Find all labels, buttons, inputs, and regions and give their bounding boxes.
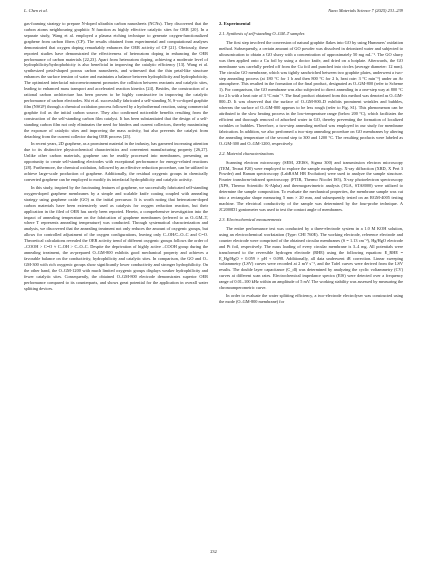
intro-paragraph-2: In recent years, 2D graphene, as a prominent material in the industry, has garnered increasing attention due to its distinctive physicochemical characteristics and convenient manufacturing property [26,27]. Unlike other carbon materials, graphene can be readily processed into membranes, presenting an opportunity to create self-standing electrodes with exceptional performance for energy-related reactions [28]. Furthermore, the chemical oxidation, followed by an effective reduction procedure, can be utilized to achieve large-scale production of graphene. Additionally, the residual oxygenic groups in chemically converted graphene can be employed to modify its interfacial hydrophilicity and catalytic activity. xyxy=(24,141,208,182)
page-number: 232 xyxy=(210,549,217,554)
left-column xyxy=(24,21,208,293)
characterizations-paragraph: Scanning electron microscopy (SEM, ZEISS, Sigma 300) and transmission electron microscopy (TEM, Tecnai F20) were employed to explore the sample morphology. X-ray diffraction (XRD, X Pert 3 Powder) and Raman spectroscopy (LabRAM HR Evolution) were used to analyze the sample structure. Fourier transform-infrared spectroscopy (FTIR, Thermo Nicolet IS5), X-ray photoelectron spectroscopy (XPS, Thermo Scientific K-Alpha) and thermogravimetric analysis (TGA, STA8000) were utilized to determine the sample composition. To evaluate the mechanical properties, the membrane sample was cut into a rectangular shape measuring 5 mm × 20 mm, and subsequently tested on an RGM-4005 testing machine. The electrical conductivity of the sample was determined by the four-probe technique. A JC2000D1 goniometer was used to test the contact angle of membranes. xyxy=(219,159,403,212)
subsection-title-characterizations: 2.2. Material characterizations xyxy=(219,150,274,156)
running-header xyxy=(24,8,403,16)
electrochemical-paragraph-1: The entire performance test was conducted by a three-electrode system in a 1.0 M KOH solution, using an electrochemical workstation (Type: CHI 760E). The working electrode, reference electrode and counter electrode were comprised of the obtained circular membranes (S = 1.13 cm⁻²), Hg/HgO electrode and Pt foil, respectively. The mass loading of every circular membrane is 3–4 mg. All potentials were transformed to the reversible hydrogen electrode (RHE) using the following equation: E_RHE = E_Hg/HgO + 0.059 × pH + 0.098. Additionally, all data underwent iR correction. Linear sweeping voltammetry (LSV) curves were recorded at 2 mV s⁻¹, and the Tafel curves were derived from the LSV results. The double layer capacitance (C_dl) was determined by analyzing the cyclic voltammetry (CV) curves at different scan rates. Electrochemical impedance spectra (EIS) were detected over a frequency range of 0.01–100 kHz within an amplitude of 5 mV. The working stability was assessed by measuring the chronoamperometric curve. xyxy=(219,225,403,291)
subsection-title-electrochemical: 2.3. Electrochemical measurements xyxy=(219,216,282,222)
subsection-title-synthesis: 2.1. Synthesis of self-standing O–GM–T samples xyxy=(219,31,305,36)
header-journal: Nano Materials Science 7 (2025) 231–239 xyxy=(328,8,403,13)
intro-paragraph-3: In this study, inspired by the fascinating features of graphene, we successfully fabricated self-standing oxygen-doped graphene membranes by a simple and scalable knife coating coupled with annealing strategy using graphene oxide (GO) as the initial precursor. It is worth noting that heteroatom-doped carbon materials have been extensively used as catalysts for oxygen reduction reaction, but their application in the filed of OER has rarely been reported. Herein, a comprehensive investigation into the impact of annealing temperature on the fabrication of graphene membranes (referred to as O–GM–T, where T represents annealing temperature) was conducted. Through systematical characterization and analysis, we discovered that the annealing treatment not only reduces the amount of oxygenic groups, but allows for controlled adjustment of the oxygen configurations, leaving only C–OH/C–O–C and C=O. Theoretical calculations revealed the OER activity trend of different oxygenic groups follows the order of –COOH > C=O ≈ C–OH > C–O–C. Despite the deprivation of highly active –COOH group during the annealing treatment, the as-prepared O–GM-800 exhibits good mechanical property and achieves a favorable balance on the conductivity, hydrophilicity and catalytic sites. In comparison, the GO and O–GM-300 with rich oxygenic groups show significantly lower conductivity and stronger hydrophilicity. On the other hand, the O–GM-1200 with much limited oxygenic groups displays weaker hydrophilicity and fewer catalytic sites. Consequently, the obtained O–GM-800 electrode demonstrates superior OER performance compared to its counterparts, and shows great potential for the application in overall water splitting devices. xyxy=(24,184,208,291)
intro-paragraph-1: gas-foaming strategy to prepare N-doped ultrathin carbon nanosheets (NCNs). They discovered that the carbon atoms neighbouring graphitic N function as highly effective catalytic sites for OER [20]. In a separate study, Wang et al. employed a plasma etching technique to generate oxygen-functionalized graphene from carbon fibers (CF). The results obtained from experimental and computational analyses demonstrated that oxygen doping remarkably enhances the OER activity of CF [21]. Obviously, these reported studies have demonstrated the effectiveness of heteroatom doping in enhancing the OER performance of carbon materials [22,23]. Apart from heteroatom doping, achieving a moderate level of hydrophilicity/hydrophobicity is also beneficial in improving the catalytic efficiency [13]. Wang et al. synthesized petal-shaped porous carbon nanosheets, and witnessed that the thin petal-like structure enhances the surface tension of water and maintains a balance between hydrophilicity and hydrophobicity. The optimized interfacial microenvironment promotes the collision between reactants and catalytic sites, leading to enhanced mass transport and accelerated reaction kinetics [24]. Besides, the construction of a rational carbon architecture has been proven to be highly constructive in improving the catalytic performance of carbon electrodes. Shi et al. successfully fabricated a self-standing N, S-co-doped graphite film (NSGF) through a chemical oxidation process followed by a hydrothermal reaction, using commercial graphite foil as the initial carbon source. They also confirmed noticeable benefits resulting from the construction of the self-standing carbon film catalyst. It has been substantiated that the design of a self-standing carbon film not only eliminates the need for binders and current collectors, thereby maximizing the exposure of catalytic sites and improving the mass activity, but also prevents the catalyst from detaching from the current collector during OER process [25]. xyxy=(24,21,209,139)
right-column xyxy=(219,21,403,307)
electrochemical-paragraph-2: In order to evaluate the water splitting efficiency, a two-electrode electrolyser was constructed using the mode (O–GM-800 membrane) for xyxy=(219,293,403,304)
header-authors: L. Chen et al. xyxy=(24,8,48,13)
synthesis-paragraph: The first step involved the conversion of natural graphite flakes into GO by using Hummers' oxidation method. Subsequently, a certain amount of GO powder was dissolved in deionized water and subjected to ultrasonication to obtain a GO slurry with a concentration of approximately 50 mg mL⁻¹. The GO slurry was then applied onto a Cu foil by using a doctor knife, and dried on a hotplate. Afterwards, the GO membrane was carefully peeled off from the Cu foil and punched into circles (average diameter: 12 mm). The circular GO membrane, which was tightly sandwiched between two graphite plates, underwent a two-step annealing process (at 180 °C for 1 h and then 800 °C for 2 h, heat rate: 3 °C min⁻¹) under an Ar atmosphere. This resulted in the formation of the final product, designated as O–GM-800 (refer to Scheme 1). For comparison, the GO membrane was also subjected to direct annealing in a one-step way at 800 °C for 2 h with a heat rate of 3 °C min⁻¹. The final product obtained from this method was denoted as O–GM-800–D. It was observed that the surface of O–GM-800–D exhibits prominent wrinkles and bubbles, whereas the surface of O–GM-800 appears to be less rough (refer to Fig. S1). This phenomenon can be attributed to the slow heating process in the low-temperature range (below 200 °C), which facilitates the efficient and thorough removal of adsorbed water in GO, thereby preventing the formation of localized wrinkles or bubbles. Therefore, a two-step annealing method was employed in our study for membrane fabrication. In addition, we also performed a two-step annealing procedure on GO membranes by altering the annealing temperature of the second step to 300 and 1200 °C. The resulting products were labeled as O–GM-300 and O–GM-1200, respectively. xyxy=(219,40,403,146)
section-title-experimental: 2. Experimental xyxy=(219,21,251,26)
